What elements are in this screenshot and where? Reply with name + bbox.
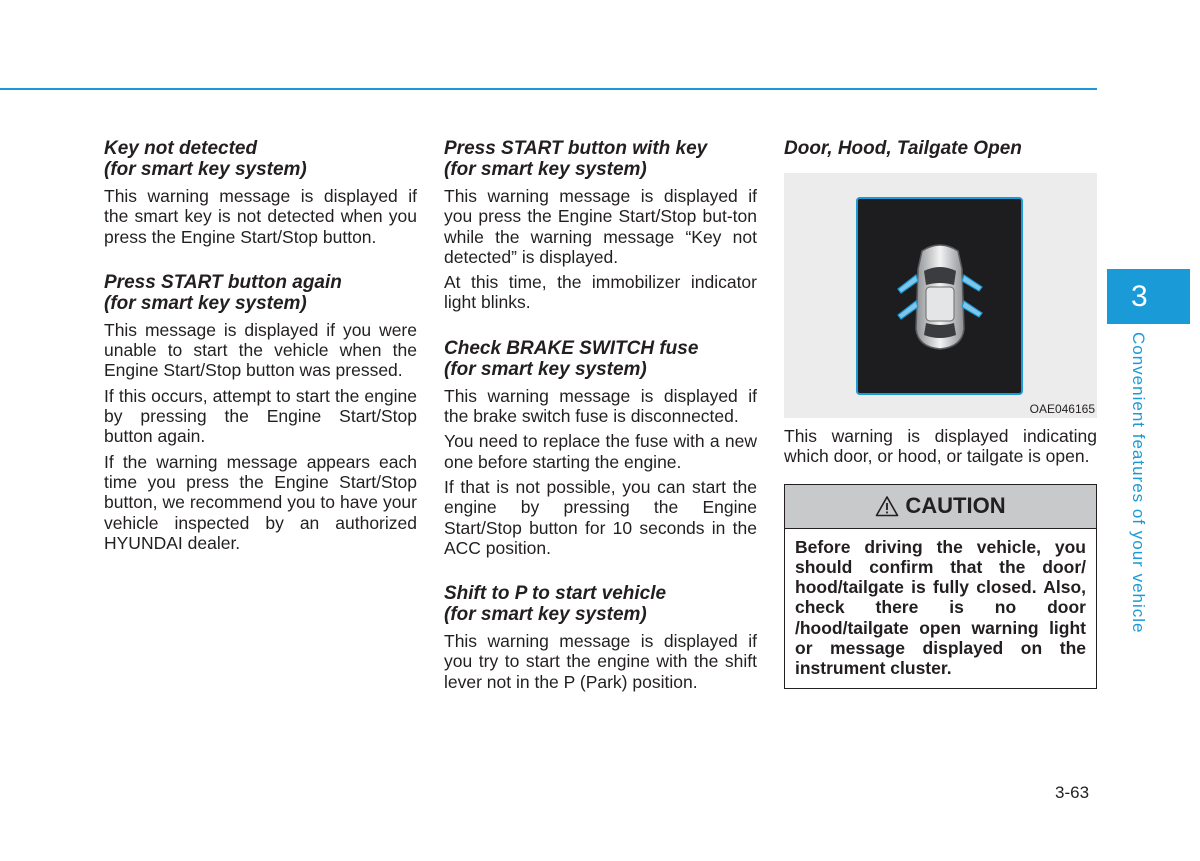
paragraph: You need to replace the fuse with a new one before starting the engine. [444, 431, 757, 472]
paragraph: This warning message is displayed if the brake switch fuse is disconnected. [444, 385, 757, 427]
car-doors-open-icon [858, 199, 1021, 393]
section-heading [104, 272, 417, 314]
section-shift-to-p [444, 583, 757, 692]
heading-subline: (for smart key system) [444, 358, 647, 380]
paragraph: This message is displayed if you were unable to start the vehicle when the Engine Start/Stop button was pressed. [104, 319, 417, 381]
heading-line: Shift to P to start vehicle [444, 583, 667, 605]
heading-line: Check BRAKE SWITCH fuse [444, 337, 699, 359]
caution-text: Before driving the vehicle, you should confirm that the door/ hood/tailgate is fully closed. Also, check there is no door /hood/tailgate open warning light or message displayed on the instrument cluster. [795, 536, 1086, 679]
paragraph: At this time, the immobilizer indicator light blinks. [444, 272, 757, 313]
paragraph: This warning message is displayed if you try to start the engine with the shift lever not in the P (Park) position. [444, 631, 757, 692]
figure-code: OAE046165 [1029, 402, 1095, 416]
heading-subline: (for smart key system) [104, 159, 307, 180]
section-heading-door-hood-tailgate: Door, Hood, Tailgate Open [784, 138, 1022, 159]
heading-line: Press START button with key [444, 138, 708, 159]
heading-subline: (for smart key system) [444, 604, 647, 626]
caution-header [785, 485, 1096, 529]
paragraph: This warning is displayed indicating which door, or hood, or tailgate is open. [784, 426, 1097, 467]
page-number: 3-63 [1055, 783, 1090, 802]
heading-subline: (for smart key system) [444, 159, 647, 180]
section-heading [104, 138, 417, 180]
chapter-number: 3 [1131, 280, 1148, 313]
section-press-start-again [104, 272, 417, 553]
caution-box [784, 484, 1097, 689]
section-heading [444, 338, 757, 380]
chapter-tab [1107, 269, 1190, 324]
caution-title: CAUTION [905, 493, 1006, 519]
column-1 [104, 138, 417, 578]
section-check-brake-switch-fuse [444, 338, 757, 558]
paragraph: If the warning message appears each time you press the Engine Start/Stop button, we recommend you to have your vehicle inspected by an authorized HYUNDAI dealer. [104, 451, 417, 553]
column-3 [784, 138, 1097, 689]
paragraph: This warning message is displayed if the smart key is not detected when you press the Engine Start/Stop button. [104, 186, 417, 247]
section-heading [444, 583, 757, 625]
column-2 [444, 138, 757, 717]
heading-subline: (for smart key system) [104, 292, 307, 314]
paragraph: If that is not possible, you can start the engine by pressing the Engine Start/Stop button for 10 seconds in the ACC position. [444, 476, 757, 558]
section-key-not-detected [104, 138, 417, 247]
heading-line: Key not detected [104, 138, 258, 159]
section-press-start-with-key [444, 138, 757, 313]
header-rule [0, 88, 1097, 90]
chapter-title: Convenient features of your vehicle [1129, 332, 1148, 634]
door-open-figure [784, 173, 1097, 418]
heading-line: Press START button again [104, 271, 342, 293]
section-heading [444, 138, 757, 180]
paragraph: This warning message is displayed if you press the Engine Start/Stop but-ton while the warning message “Key not detected” is displayed. [444, 186, 757, 267]
paragraph: If this occurs, attempt to start the engine by pressing the Engine Start/Stop button again. [104, 385, 417, 447]
cluster-display [856, 197, 1023, 395]
warning-triangle-icon [875, 495, 899, 517]
